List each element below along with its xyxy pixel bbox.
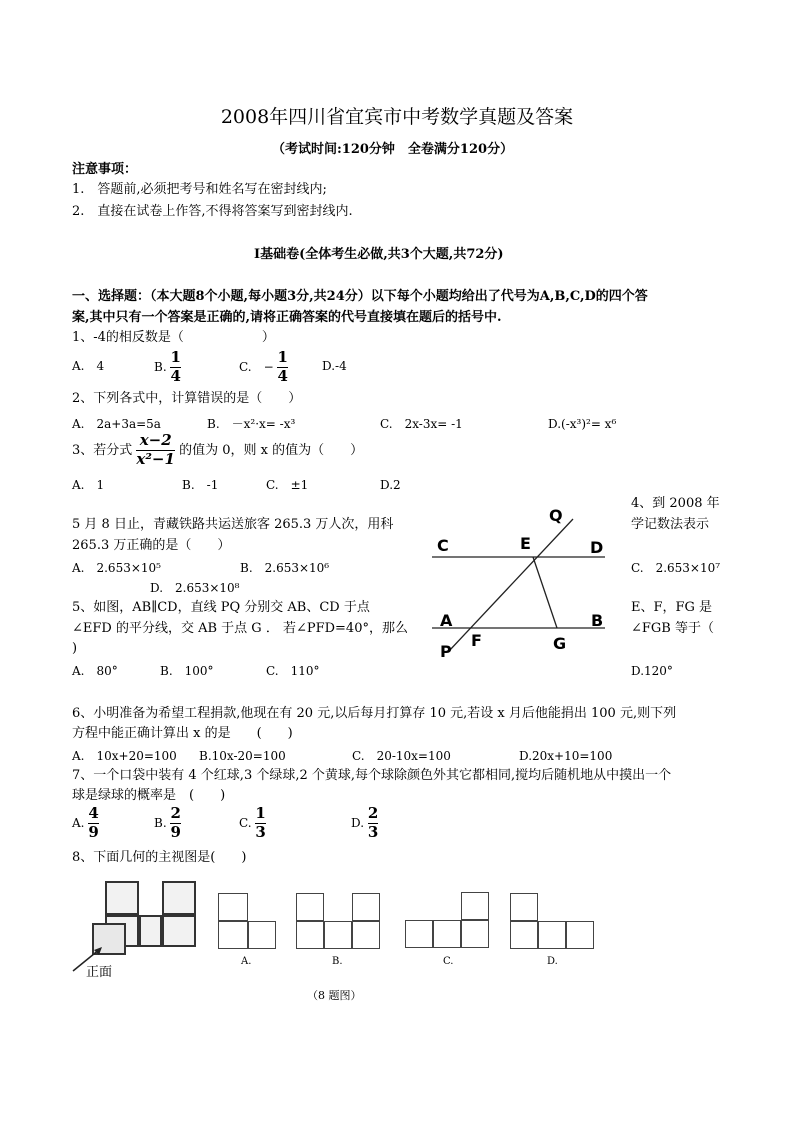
q1-option-c: [239, 350, 288, 385]
q2-option-d: D.(-x³)²= x⁶: [548, 417, 617, 431]
q1-c-numerator: 1: [277, 348, 288, 366]
q3-option-b: B. -1: [182, 478, 219, 492]
q7-option-a-fraction: [88, 806, 98, 841]
q6-option-c: C. 20-10x=100: [352, 749, 451, 763]
q1-option-b-fraction: [170, 350, 180, 385]
q8-option-b-figure: [296, 893, 386, 953]
q8-option-a-label: A.: [241, 956, 252, 967]
q8-stem: 8、下面几何的主视图是( ): [72, 850, 247, 865]
fig-label-e: E: [520, 534, 531, 553]
q6-option-b: B.10x-20=100: [199, 749, 286, 763]
q2-option-a: A. 2a+3a=5a: [72, 417, 161, 431]
q4-option-a: A. 2.653×10⁵: [72, 561, 161, 575]
q7-c-denominator: 3: [255, 822, 266, 841]
q8-option-c-figure: [405, 890, 495, 952]
q1-option-c-fraction: [277, 350, 287, 385]
page-title: 2008年四川省宜宾市中考数学真题及答案: [220, 106, 574, 128]
q1-b-denominator: 4: [170, 366, 181, 385]
q5-stem-right1: E、F，FG 是: [631, 600, 713, 615]
q1-option-b: [154, 350, 181, 385]
q1-option-c-label: C. −: [239, 359, 274, 374]
q8-figure-caption: （8 题图）: [307, 989, 362, 1002]
q5-stem-left3: ): [72, 641, 78, 656]
q7-option-b: [154, 806, 181, 841]
segment-eg: [533, 557, 557, 628]
q5-option-c: C. 110°: [266, 664, 320, 678]
q5-stem-left1: 5、如图，AB∥CD，直线 PQ 分别交 AB、CD 于点: [72, 600, 370, 615]
q4-option-c: C. 2.653×10⁷: [631, 561, 721, 575]
note-1: 1. 答题前,必须把考号和姓名写在密封线内;: [72, 182, 327, 197]
q5-stem-left2: ∠EFD 的平分线，交 AB 于点 G ． 若∠PFD=40°，那么: [72, 621, 408, 636]
q7-option-b-label: B.: [154, 815, 167, 830]
q1-stem: 1、-4的相反数是（ ）: [72, 330, 275, 345]
q4-stem-left2: 265.3 万正确的是（ ）: [72, 538, 231, 553]
q7-c-numerator: 1: [255, 804, 266, 822]
q7-stem-line1: 7、一个口袋中装有 4 个红球,3 个绿球,2 个黄球,每个球除颜色外其它都相同,搅均后随机地从中摸出一个: [72, 768, 672, 783]
q6-stem-line2: 方程中能正确计算出 x 的是 ( ): [72, 726, 293, 741]
part1-instructions-line2: 案,其中只有一个答案是正确的,请将正确答案的代号直接填在题后的括号中.: [72, 310, 502, 325]
section-title: Ⅰ基础卷(全体考生必做,共3个大题,共72分): [254, 247, 504, 262]
q2-option-c: C. 2x-3x= -1: [380, 417, 463, 431]
q5-option-a: A. 80°: [72, 664, 118, 678]
q5-option-d: D.120°: [631, 664, 673, 678]
q5-parallel-lines-figure: [425, 505, 625, 665]
note-2: 2. 直接在试卷上作答,不得将答案写到密封线内.: [72, 204, 353, 219]
q5-option-b: B. 100°: [160, 664, 214, 678]
q2-option-b: B. －x²·x= -x³: [207, 417, 296, 431]
q8-front-label: 正面: [86, 965, 113, 980]
part1-instructions-line1: 一、选择题：（本大题8个小题,每小题3分,共24分）以下每个小题均给出了代号为A,B,C,D的四个答: [72, 289, 648, 304]
q8-option-d-figure: [510, 893, 600, 953]
q7-option-c-label: C.: [239, 815, 252, 830]
q4-option-b: B. 2.653×10⁶: [240, 561, 330, 575]
q3-stem-pre: 3、若分式: [72, 442, 133, 458]
q4-stem-right1: 4、到 2008 年: [631, 496, 720, 511]
q7-option-c: [239, 806, 266, 841]
q3-stem: [72, 433, 363, 468]
cube-mid-center: [139, 915, 162, 947]
q7-option-c-fraction: [255, 806, 265, 841]
q1-option-b-label: B.: [154, 359, 167, 374]
exam-info: （考试时间:120分钟 全卷满分120分）: [272, 142, 514, 157]
fig-label-f: F: [471, 631, 482, 650]
cube-top-left: [105, 881, 139, 915]
cube-top-right: [162, 881, 196, 915]
fig-label-g: G: [553, 634, 567, 653]
q7-b-denominator: 9: [170, 822, 181, 841]
fig-label-q: Q: [549, 506, 563, 525]
q7-b-numerator: 2: [170, 804, 181, 822]
q2-stem: 2、下列各式中，计算错误的是（ ）: [72, 391, 302, 406]
q3-numerator: x−2: [139, 431, 172, 449]
q3-option-a: A. 1: [72, 478, 105, 492]
q3-stem-post: 的值为 0，则 x 的值为（ ）: [179, 442, 364, 458]
q1-b-numerator: 1: [170, 348, 181, 366]
q8-option-a-figure: [218, 893, 308, 953]
fig-label-c: C: [437, 536, 449, 555]
q4-stem-right2: 学记数法表示: [631, 517, 710, 532]
q8-option-d-label: D.: [547, 956, 558, 967]
fig-label-a: A: [440, 611, 453, 630]
q3-fraction: [136, 433, 175, 468]
q7-option-d: [351, 806, 378, 841]
q7-option-b-fraction: [170, 806, 180, 841]
q7-a-denominator: 9: [88, 822, 99, 841]
q1-c-denominator: 4: [277, 366, 288, 385]
q7-stem-line2: 球是绿球的概率是 ( ): [72, 788, 226, 803]
q6-stem-line1: 6、小明准备为希望工程捐款,他现在有 20 元,以后每月打算存 10 元,若设 x 月后他能捐出 100 元,则下列: [72, 706, 677, 721]
q7-d-denominator: 3: [367, 822, 379, 841]
q6-option-d: D.20x+10=100: [519, 749, 613, 763]
q5-stem-right2: ∠FGB 等于（: [631, 621, 714, 636]
fig-label-b: B: [591, 611, 604, 630]
q3-option-c: C. ±1: [266, 478, 309, 492]
q4-stem-left1: 5 月 8 日止，青藏铁路共运送旅客 265.3 万人次，用科: [72, 517, 394, 532]
fig-label-d: D: [590, 538, 604, 557]
q4-option-d: D. 2.653×10⁸: [150, 581, 240, 595]
q7-option-a: [72, 806, 99, 841]
q7-option-a-label: A.: [72, 815, 85, 830]
q7-option-d-fraction: [368, 806, 378, 841]
notes-heading: 注意事项：: [72, 162, 138, 177]
fig-label-p: P: [440, 642, 452, 661]
q7-a-numerator: 4: [88, 804, 99, 822]
q6-option-a: A. 10x+20=100: [72, 749, 177, 763]
q1-option-d: D.-4: [322, 359, 347, 373]
q8-option-b-label: B.: [332, 956, 343, 967]
q7-option-d-label: D.: [351, 815, 365, 830]
q1-option-a: A. 4: [72, 359, 105, 373]
q7-d-numerator: 2: [367, 804, 379, 822]
q8-option-c-label: C.: [443, 956, 454, 967]
q3-denominator: x²−1: [136, 449, 175, 468]
line-pq: [449, 519, 573, 651]
q3-option-d: D.2: [380, 478, 401, 492]
cube-mid-right: [162, 915, 196, 947]
